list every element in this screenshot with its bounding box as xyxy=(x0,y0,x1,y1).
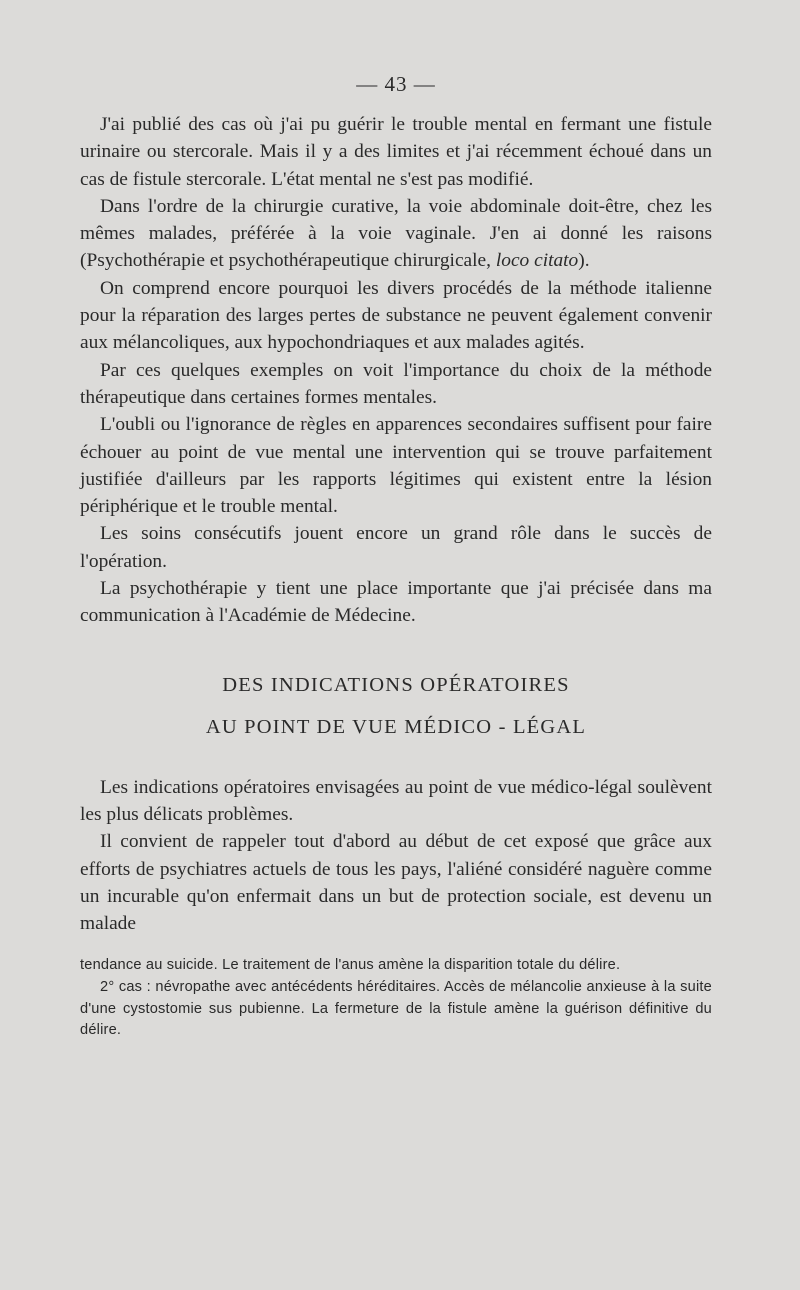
paragraph-2-text: Dans l'ordre de la chirurgie curative, la voie abdominale doit-être, chez les mêmes malades, préférée à la voie vaginale. J'en ai donné les raisons (Psychothérapie et psychothérapeutique chirurgicale, xyxy=(80,195,712,272)
paragraph-2 xyxy=(80,193,712,275)
section-heading xyxy=(80,664,712,748)
paragraph-8: Les indications opératoires envisagées au point de vue médico-légal soulèvent les plus délicats problèmes. xyxy=(80,776,712,825)
paragraph-3: On comprend encore pourquoi les divers procédés de la méthode italienne pour la réparation des larges pertes de substance ne peuvent également convenir aux mélancoliques, aux hypochondriaques et aux malades agités. xyxy=(80,277,712,354)
paragraph-1: J'ai publié des cas où j'ai pu guérir le trouble mental en fermant une fistule urinaire ou stercorale. Mais il y a des limites et j'ai récemment échoué dans un cas de fistule stercorale. L'état mental ne s'est pas modifié. xyxy=(80,114,712,190)
paragraph-6: Les soins consécutifs jouent encore un grand rôle dans le succès de l'opération. xyxy=(80,523,712,572)
section-heading-line-2: AU POINT DE VUE MÉDICO - LÉGAL xyxy=(205,715,587,738)
paragraph-2-tail: ). xyxy=(578,250,590,272)
paragraph-5: L'oubli ou l'ignorance de règles en apparences secondaires suffisent pour faire échouer au point de vue mental une intervention qui se trouve parfaitement justifiée d'ailleurs par les rapports légitimes qui existent entre la lésion périphérique et le trouble mental. xyxy=(80,414,712,518)
footnotes xyxy=(80,955,712,1041)
paragraph-9: Il convient de rappeler tout d'abord au début de cet exposé que grâce aux efforts de psychiatres actuels de tous les pays, l'aliéné considéré naguère comme un incurable qu'on enfermait dans un but de protection sociale, est devenu un malade xyxy=(80,831,712,935)
paragraph-4: Par ces quelques exemples on voit l'importance du choix de la méthode thérapeutique dans certaines formes mentales. xyxy=(80,359,712,408)
section-heading-line-1: DES INDICATIONS OPÉRATOIRES xyxy=(222,673,570,696)
page-number: — 43 — xyxy=(356,72,436,96)
paragraph-7: La psychothérapie y tient une place importante que j'ai précisée dans ma communication à l'Académie de Médecine. xyxy=(80,578,712,627)
paragraph-2-citation: loco citato xyxy=(495,250,579,272)
footnote-continuation: tendance au suicide. Le traitement de l'anus amène la disparition totale du délire. xyxy=(80,957,621,974)
book-page xyxy=(80,72,712,1042)
footnote-case-2: 2° cas : névropathe avec antécédents héréditaires. Accès de mélancolie anxieuse à la suite d'une cystostomie sus pubienne. La fermeture de la fistule amène la guérison définitive du délire. xyxy=(80,979,712,1039)
